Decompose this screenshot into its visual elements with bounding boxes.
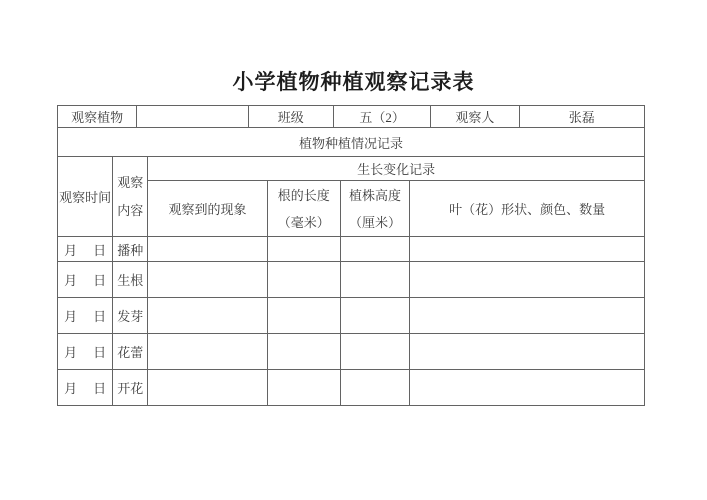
root-length-cell — [267, 237, 340, 262]
root-length-cell — [267, 370, 340, 406]
section-title-cell: 植物种植情况记录 — [58, 128, 645, 157]
phenomena-cell — [148, 237, 267, 262]
leaf-flower-cell — [410, 262, 645, 298]
class-value-cell: 五（2） — [333, 106, 430, 128]
day-label: 日 — [93, 381, 107, 396]
plant-height-cell — [340, 370, 409, 406]
month-label: 月 — [64, 242, 78, 258]
month-label: 月 — [64, 273, 78, 288]
col-header-root-length — [267, 181, 340, 237]
month-day-cell — [58, 334, 113, 370]
table-row — [58, 298, 645, 334]
section-header-row — [58, 128, 645, 157]
col-header-plant-height — [340, 181, 409, 237]
observation-record-table — [57, 105, 645, 406]
observer-value-cell: 张磊 — [519, 106, 644, 128]
plant-label-cell: 观察植物 — [58, 106, 137, 128]
month-label: 月 — [64, 309, 78, 324]
root-length-cell — [267, 298, 340, 334]
plant-value-cell — [137, 106, 248, 128]
day-label: 日 — [93, 242, 107, 258]
stage-cell: 发芽 — [113, 298, 148, 334]
header-row-top — [58, 157, 645, 181]
table-row — [58, 370, 645, 406]
col-header-root-line1: 根的长度 — [277, 187, 330, 203]
observer-label-cell: 观察人 — [431, 106, 519, 128]
col-header-height-line1: 植株高度 — [349, 187, 402, 203]
growth-header-cell: 生长变化记录 — [148, 157, 645, 181]
col-header-content — [113, 157, 148, 237]
month-day-cell — [58, 237, 113, 262]
col-header-root-line2: （毫米） — [277, 214, 330, 230]
stage-cell: 生根 — [113, 262, 148, 298]
phenomena-cell — [148, 334, 267, 370]
leaf-flower-cell — [410, 237, 645, 262]
plant-height-cell — [340, 334, 409, 370]
day-label: 日 — [93, 273, 107, 288]
col-header-content-line2: 内容 — [117, 202, 144, 218]
class-label-cell: 班级 — [248, 106, 333, 128]
col-header-leaf-flower: 叶（花）形状、颜色、数量 — [410, 181, 645, 237]
root-length-cell — [267, 262, 340, 298]
month-day-cell — [58, 370, 113, 406]
info-row — [58, 106, 645, 128]
col-header-content-line1: 观察 — [117, 174, 144, 190]
plant-height-cell — [340, 237, 409, 262]
phenomena-cell — [148, 370, 267, 406]
col-header-phenomena: 观察到的现象 — [148, 181, 267, 237]
day-label: 日 — [93, 345, 107, 360]
leaf-flower-cell — [410, 298, 645, 334]
plant-height-cell — [340, 262, 409, 298]
table-row — [58, 237, 645, 262]
stage-cell: 花蕾 — [113, 334, 148, 370]
plant-height-cell — [340, 298, 409, 334]
leaf-flower-cell — [410, 370, 645, 406]
table-row — [58, 334, 645, 370]
month-day-cell — [58, 298, 113, 334]
stage-cell: 开花 — [113, 370, 148, 406]
day-label: 日 — [93, 309, 107, 324]
leaf-flower-cell — [410, 334, 645, 370]
month-day-cell — [58, 262, 113, 298]
month-label: 月 — [64, 381, 78, 396]
col-header-time: 观察时间 — [58, 157, 113, 237]
phenomena-cell — [148, 298, 267, 334]
col-header-height-line2: （厘米） — [349, 214, 402, 230]
table-row — [58, 262, 645, 298]
stage-cell: 播种 — [113, 237, 148, 262]
phenomena-cell — [148, 262, 267, 298]
month-label: 月 — [64, 345, 78, 360]
root-length-cell — [267, 334, 340, 370]
page-title: 小学植物种植观察记录表 — [232, 71, 475, 94]
